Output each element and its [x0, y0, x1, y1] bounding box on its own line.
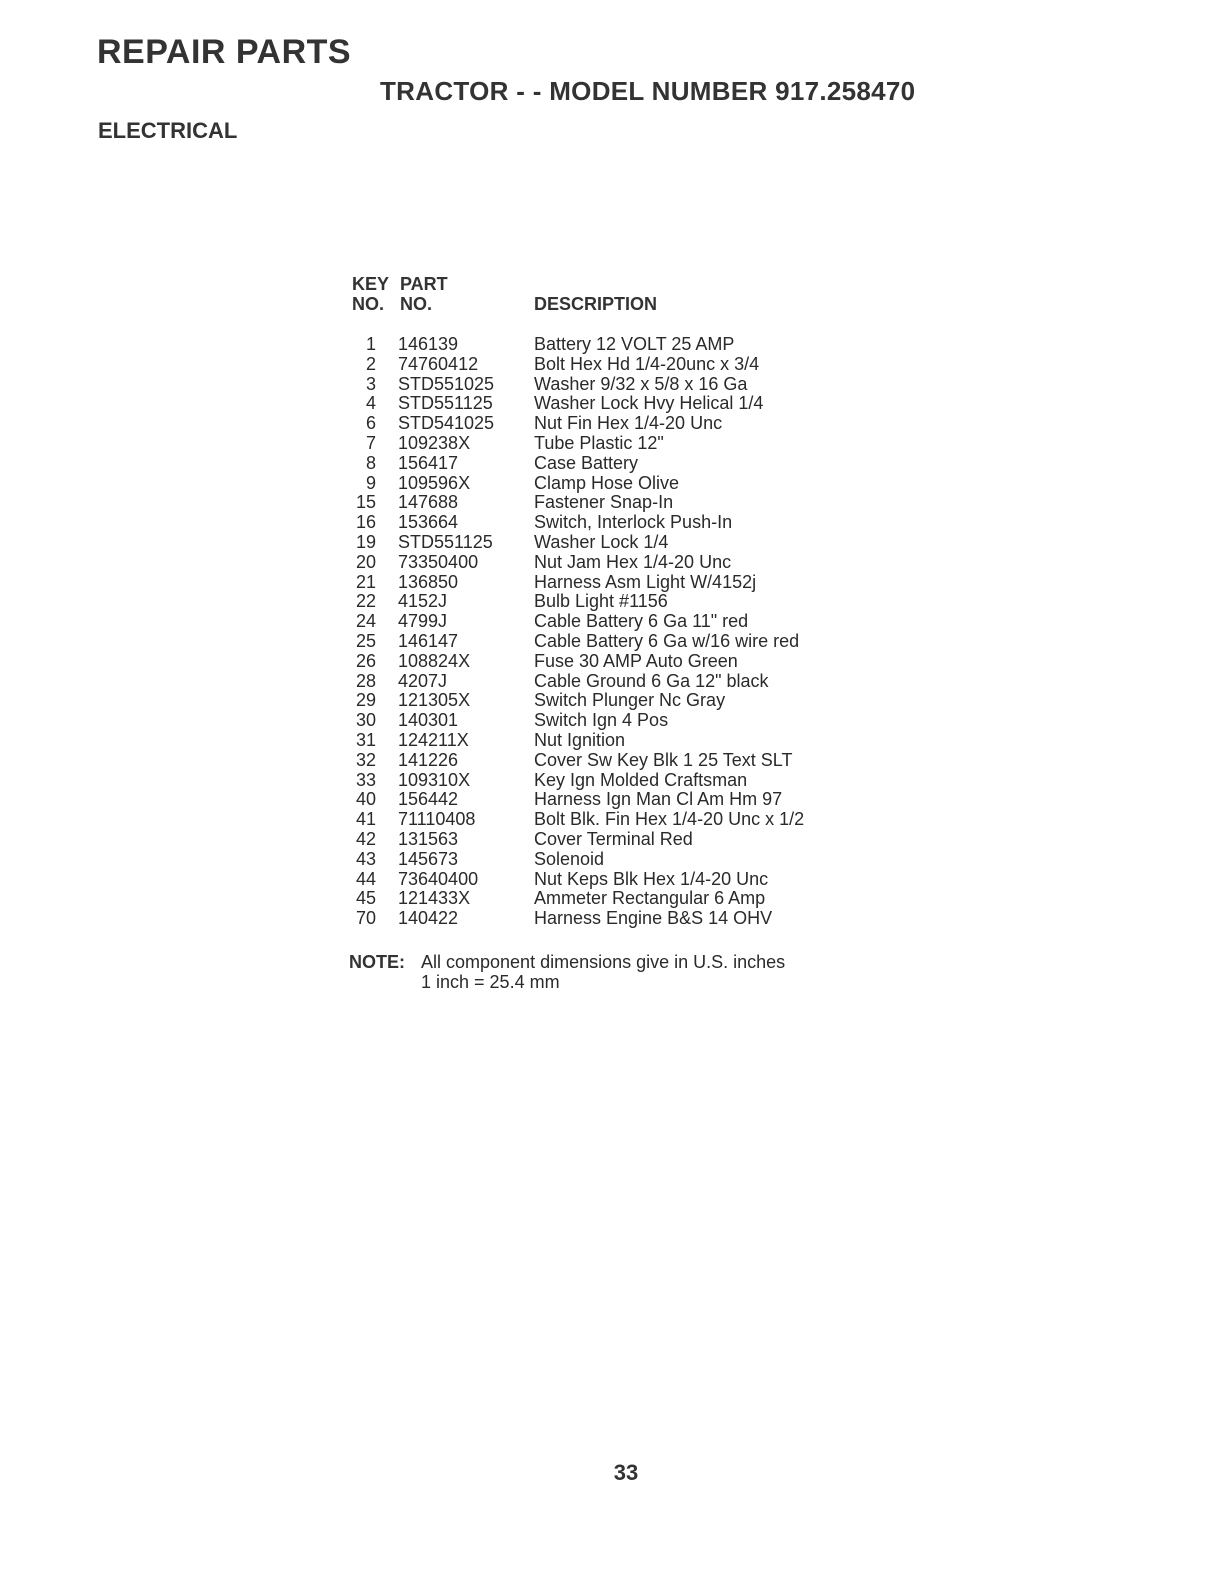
description-cell: Nut Keps Blk Hex 1/4-20 Unc	[534, 868, 769, 889]
description-cell: Cable Ground 6 Ga 12" black	[534, 670, 769, 691]
key-no-cell: 15	[355, 492, 376, 513]
description-cell: Washer Lock 1/4	[534, 531, 669, 552]
part-no-cell: 147688	[398, 492, 459, 513]
part-no-cell: 141226	[398, 749, 459, 770]
key-no-cell: 33	[355, 769, 376, 790]
part-no-cell: STD541025	[398, 413, 495, 434]
part-no-cell: 136850	[398, 571, 459, 592]
table-row	[350, 651, 870, 671]
description-cell: Battery 12 VOLT 25 AMP	[534, 334, 735, 354]
table-row	[350, 473, 870, 493]
part-no-cell: 74760412	[398, 353, 479, 374]
key-no-cell: 16	[355, 512, 376, 533]
key-no-cell: 30	[355, 710, 376, 731]
part-no-cell: 73350400	[398, 551, 479, 572]
description-cell: Case Battery	[534, 452, 639, 473]
part-no-cell: 109596X	[398, 472, 471, 493]
description-cell: Bolt Hex Hd 1/4-20unc x 3/4	[534, 353, 760, 374]
key-no-cell: 26	[355, 650, 376, 671]
part-no-cell: 153664	[398, 512, 459, 533]
table-row	[350, 354, 870, 374]
description-cell: Cover Sw Key Blk 1 25 Text SLT	[534, 749, 793, 770]
table-row	[350, 730, 870, 750]
part-no-cell: 131563	[398, 828, 459, 849]
table-body	[350, 334, 870, 928]
section-title: ELECTRICAL	[98, 118, 238, 143]
key-no-cell: 7	[365, 432, 376, 453]
table-row	[350, 393, 870, 413]
table-row	[350, 671, 870, 691]
key-no-cell: 2	[365, 353, 376, 374]
note-conversion: 1 inch = 25.4 mm	[421, 972, 560, 992]
key-no-cell: 21	[355, 571, 376, 592]
page-number: 33	[613, 1460, 639, 1485]
key-no-cell: 8	[365, 452, 376, 473]
description-cell: Nut Jam Hex 1/4-20 Unc	[534, 551, 732, 572]
description-header: DESCRIPTION	[534, 294, 658, 314]
part-no-cell: 156442	[398, 789, 459, 810]
part-no-cell: 109238X	[398, 432, 471, 453]
key-no-cell: 1	[365, 334, 376, 354]
key-no-cell: 45	[355, 888, 376, 909]
description-cell: Bulb Light #1156	[534, 591, 668, 612]
part-no-header-line2: NO.	[400, 294, 433, 314]
part-no-cell: STD551125	[398, 393, 493, 414]
description-cell: Switch Plunger Nc Gray	[534, 690, 726, 711]
description-cell: Cable Battery 6 Ga w/16 wire red	[534, 630, 800, 651]
model-number-title: TRACTOR - - MODEL NUMBER 917.258470	[380, 76, 916, 106]
table-row	[350, 690, 870, 710]
table-row	[350, 572, 870, 592]
table-row	[350, 413, 870, 433]
key-no-cell: 29	[355, 690, 376, 711]
part-no-cell: 121305X	[398, 690, 471, 711]
part-no-cell: 146147	[398, 630, 459, 651]
description-cell: Nut Ignition	[534, 729, 626, 750]
table-row	[350, 710, 870, 730]
key-no-cell: 28	[355, 670, 376, 691]
key-no-cell: 43	[355, 848, 376, 869]
key-no-cell: 25	[355, 630, 376, 651]
description-cell: Switch, Interlock Push-In	[534, 512, 733, 533]
description-cell: Fuse 30 AMP Auto Green	[534, 650, 738, 671]
key-no-cell: 32	[355, 749, 376, 770]
table-row	[350, 334, 870, 354]
table-row	[350, 453, 870, 473]
key-no-header: KEY	[352, 274, 390, 294]
description-cell: Ammeter Rectangular 6 Amp	[534, 888, 766, 909]
part-no-cell: STD551025	[398, 373, 495, 394]
part-no-cell: 121433X	[398, 888, 471, 909]
description-cell: Fastener Snap-In	[534, 492, 674, 513]
table-row	[350, 750, 870, 770]
part-no-cell: STD551125	[398, 531, 493, 552]
description-cell: Washer 9/32 x 5/8 x 16 Ga	[534, 373, 748, 394]
key-no-cell: 6	[365, 413, 376, 434]
description-cell: Harness Engine B&S 14 OHV	[534, 908, 773, 929]
table-row	[350, 611, 870, 631]
table-row	[350, 512, 870, 532]
key-no-cell: 3	[365, 373, 376, 394]
table-row	[350, 433, 870, 453]
key-no-cell: 22	[355, 591, 376, 612]
key-no-cell: 9	[365, 472, 376, 493]
part-no-cell: 109310X	[398, 769, 471, 790]
table-row	[350, 809, 870, 829]
key-no-cell: 40	[355, 789, 376, 810]
page-title: REPAIR PARTS	[97, 33, 352, 71]
table-row	[350, 829, 870, 849]
description-cell: Key Ign Molded Craftsman	[534, 769, 748, 790]
part-no-cell: 124211X	[398, 729, 469, 750]
part-no-cell: 71110408	[398, 809, 476, 830]
key-no-cell: 31	[355, 729, 376, 750]
key-no-cell: 41	[355, 809, 376, 830]
description-cell: Bolt Blk. Fin Hex 1/4-20 Unc x 1/2	[534, 809, 805, 830]
table-row	[350, 532, 870, 552]
table-row	[350, 631, 870, 651]
description-cell: Switch Ign 4 Pos	[534, 710, 669, 731]
table-row	[350, 374, 870, 394]
part-no-cell: 4799J	[398, 611, 448, 632]
key-no-cell: 24	[355, 611, 376, 632]
table-row	[350, 789, 870, 809]
key-no-cell: 44	[355, 868, 376, 889]
key-no-cell: 70	[355, 908, 376, 929]
part-no-header: PART	[400, 274, 448, 294]
table-row	[350, 492, 870, 512]
key-no-header-line2: NO.	[352, 294, 385, 314]
part-no-cell: 145673	[398, 848, 459, 869]
table-row	[350, 908, 870, 928]
part-no-cell: 73640400	[398, 868, 479, 889]
part-no-cell: 140422	[398, 908, 459, 929]
key-no-cell: 19	[355, 531, 376, 552]
note-text: All component dimensions give in U.S. inches	[421, 952, 786, 972]
key-no-cell: 4	[365, 393, 376, 414]
table-row	[350, 849, 870, 869]
table-row	[350, 869, 870, 889]
description-cell: Tube Plastic 12"	[534, 432, 664, 453]
note-label: NOTE:	[349, 952, 405, 972]
table-row	[350, 591, 870, 611]
table-row	[350, 770, 870, 790]
part-no-cell: 108824X	[398, 650, 471, 671]
parts-table	[350, 272, 870, 928]
part-no-cell: 146139	[398, 334, 459, 354]
key-no-cell: 20	[355, 551, 376, 572]
table-header	[350, 272, 870, 320]
description-cell: Cover Terminal Red	[534, 828, 693, 849]
part-no-cell: 4152J	[398, 591, 448, 612]
description-cell: Harness Ign Man Cl Am Hm 97	[534, 789, 783, 810]
description-cell: Solenoid	[534, 848, 605, 869]
part-no-cell: 4207J	[398, 670, 448, 691]
table-row	[350, 552, 870, 572]
part-no-cell: 140301	[398, 710, 459, 731]
description-cell: Harness Asm Light W/4152j	[534, 571, 757, 592]
key-no-cell: 42	[355, 828, 376, 849]
description-cell: Nut Fin Hex 1/4-20 Unc	[534, 413, 723, 434]
table-row	[350, 888, 870, 908]
part-no-cell: 156417	[398, 452, 459, 473]
description-cell: Washer Lock Hvy Helical 1/4	[534, 393, 764, 414]
description-cell: Cable Battery 6 Ga 11" red	[534, 611, 749, 632]
description-cell: Clamp Hose Olive	[534, 472, 680, 493]
